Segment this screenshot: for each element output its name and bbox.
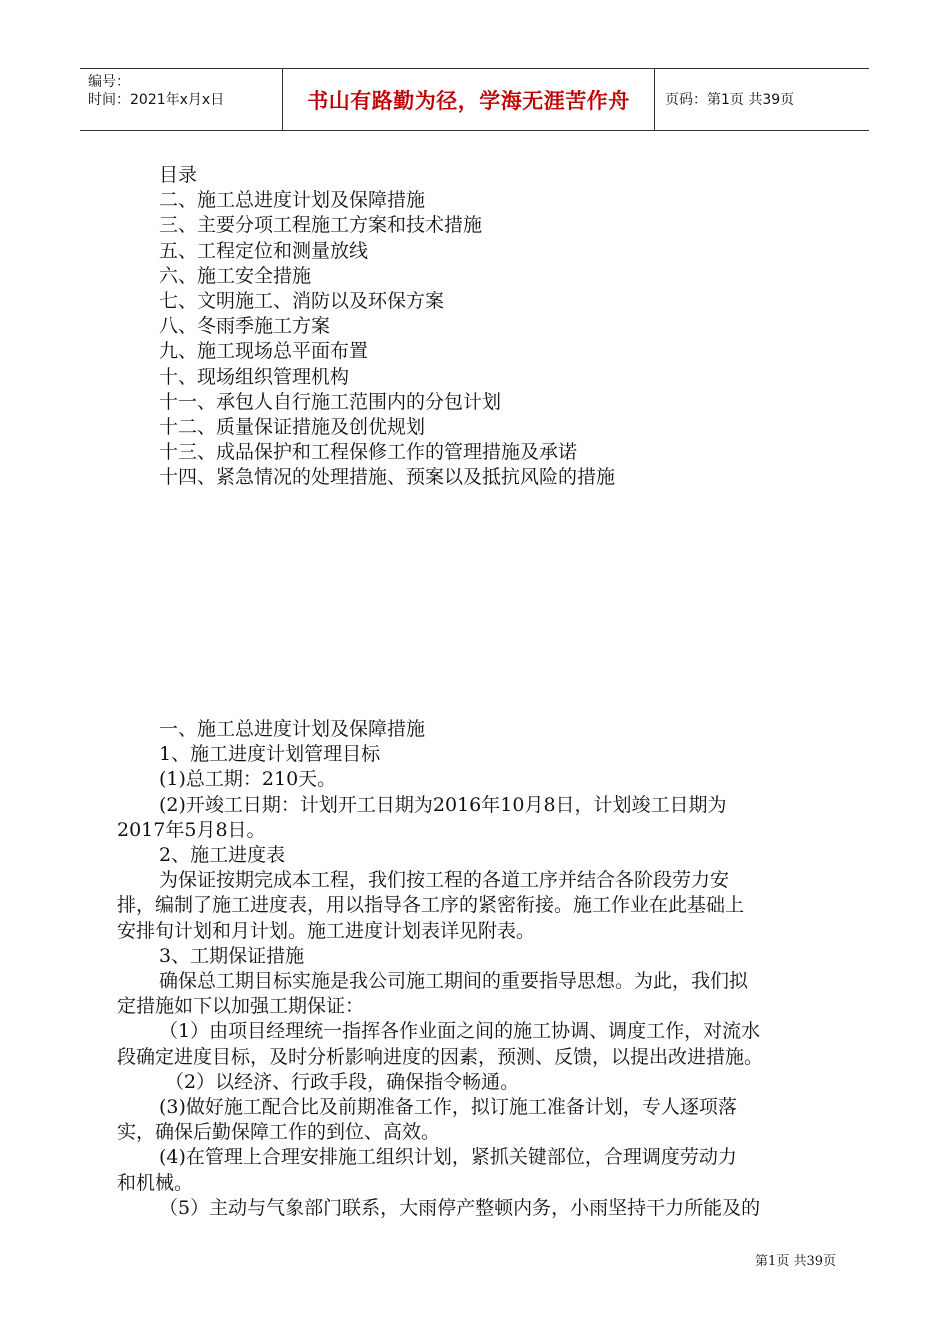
page-footer: 第1页 共39页 xyxy=(755,1254,836,1269)
paragraph-line: 为保证按期完成本工程，我们按工程的各道工序并结合各阶段劳力安 xyxy=(159,869,730,892)
paragraph-line: 2017年5月8日。 xyxy=(117,818,266,841)
section-heading: 一、施工总进度计划及保障措施 xyxy=(159,718,426,740)
document-time: 时间：2021年x月x日 xyxy=(88,92,225,108)
page-header xyxy=(80,68,869,131)
subsection-heading: 3、工期保证措施 xyxy=(159,944,305,967)
motto-text: 书山有路勤为径，学海无涯苦作舟 xyxy=(307,88,630,113)
header-page-cell xyxy=(655,69,869,130)
toc-item: 三、主要分项工程施工方案和技术措施 xyxy=(159,214,483,237)
toc-item: 十、现场组织管理机构 xyxy=(159,365,350,388)
toc-item: 十二、质量保证措施及创优规划 xyxy=(159,415,426,438)
paragraph-line: (4)在管理上合理安排施工组织计划，紧抓关键部位，合理调度劳动力 xyxy=(159,1146,737,1169)
toc-item: 五、工程定位和测量放线 xyxy=(159,239,369,262)
header-motto-cell xyxy=(282,69,655,130)
paragraph-line: （2）以经济、行政手段，确保指令畅通。 xyxy=(165,1070,520,1093)
toc-item: 九、施工现场总平面布置 xyxy=(159,340,369,363)
table-of-contents xyxy=(117,163,841,490)
document-number: 编号： xyxy=(88,74,130,90)
paragraph-line: 段确定进度目标，及时分析影响进度的因素，预测、反馈，以提出改进措施。 xyxy=(117,1045,764,1068)
paragraph-line: 安排旬计划和月计划。施工进度计划表详见附表。 xyxy=(117,919,536,942)
paragraph-line: （1）由项目经理统一指挥各作业面之间的施工协调、调度工作，对流水 xyxy=(159,1020,761,1043)
paragraph-line: 实，确保后勤保障工作的到位、高效。 xyxy=(117,1121,441,1144)
toc-item: 十三、成品保护和工程保修工作的管理措施及承诺 xyxy=(159,441,578,464)
paragraph-line: （5）主动与气象部门联系，大雨停产整顿内务，小雨坚持干力所能及的 xyxy=(159,1196,761,1219)
toc-title: 目录 xyxy=(159,164,198,186)
toc-item: 十四、紧急情况的处理措施、预案以及抵抗风险的措施 xyxy=(159,466,616,489)
toc-item: 二、施工总进度计划及保障措施 xyxy=(159,189,426,212)
paragraph-line: 排，编制了施工进度表，用以指导各工序的紧密衔接。施工作业在此基础上 xyxy=(117,894,745,917)
paragraph-line: 定措施如下以加强工期保证： xyxy=(117,995,365,1018)
toc-item: 七、文明施工、消防以及环保方案 xyxy=(159,289,445,312)
toc-item: 八、冬雨季施工方案 xyxy=(159,315,331,338)
header-meta-cell xyxy=(80,69,282,130)
paragraph-line: (2)开竣工日期：计划开工日期为2016年10月8日，计划竣工日期为 xyxy=(159,793,727,816)
paragraph-line: 和机械。 xyxy=(117,1171,194,1194)
toc-item: 十一、承包人自行施工范围内的分包计划 xyxy=(159,390,502,413)
paragraph-line: (1)总工期：210天。 xyxy=(159,768,337,791)
body-content xyxy=(117,717,841,1221)
paragraph-line: (3)做好施工配合比及前期准备工作，拟订施工准备计划，专人逐项落 xyxy=(159,1096,737,1119)
header-page-number: 页码：第1页 共39页 xyxy=(665,91,795,108)
subsection-heading: 2、施工进度表 xyxy=(159,844,286,867)
subsection-heading: 1、施工进度计划管理目标 xyxy=(159,743,381,766)
paragraph-line: 确保总工期目标实施是我公司施工期间的重要指导思想。为此，我们拟 xyxy=(159,970,749,993)
toc-item: 六、施工安全措施 xyxy=(159,264,312,287)
